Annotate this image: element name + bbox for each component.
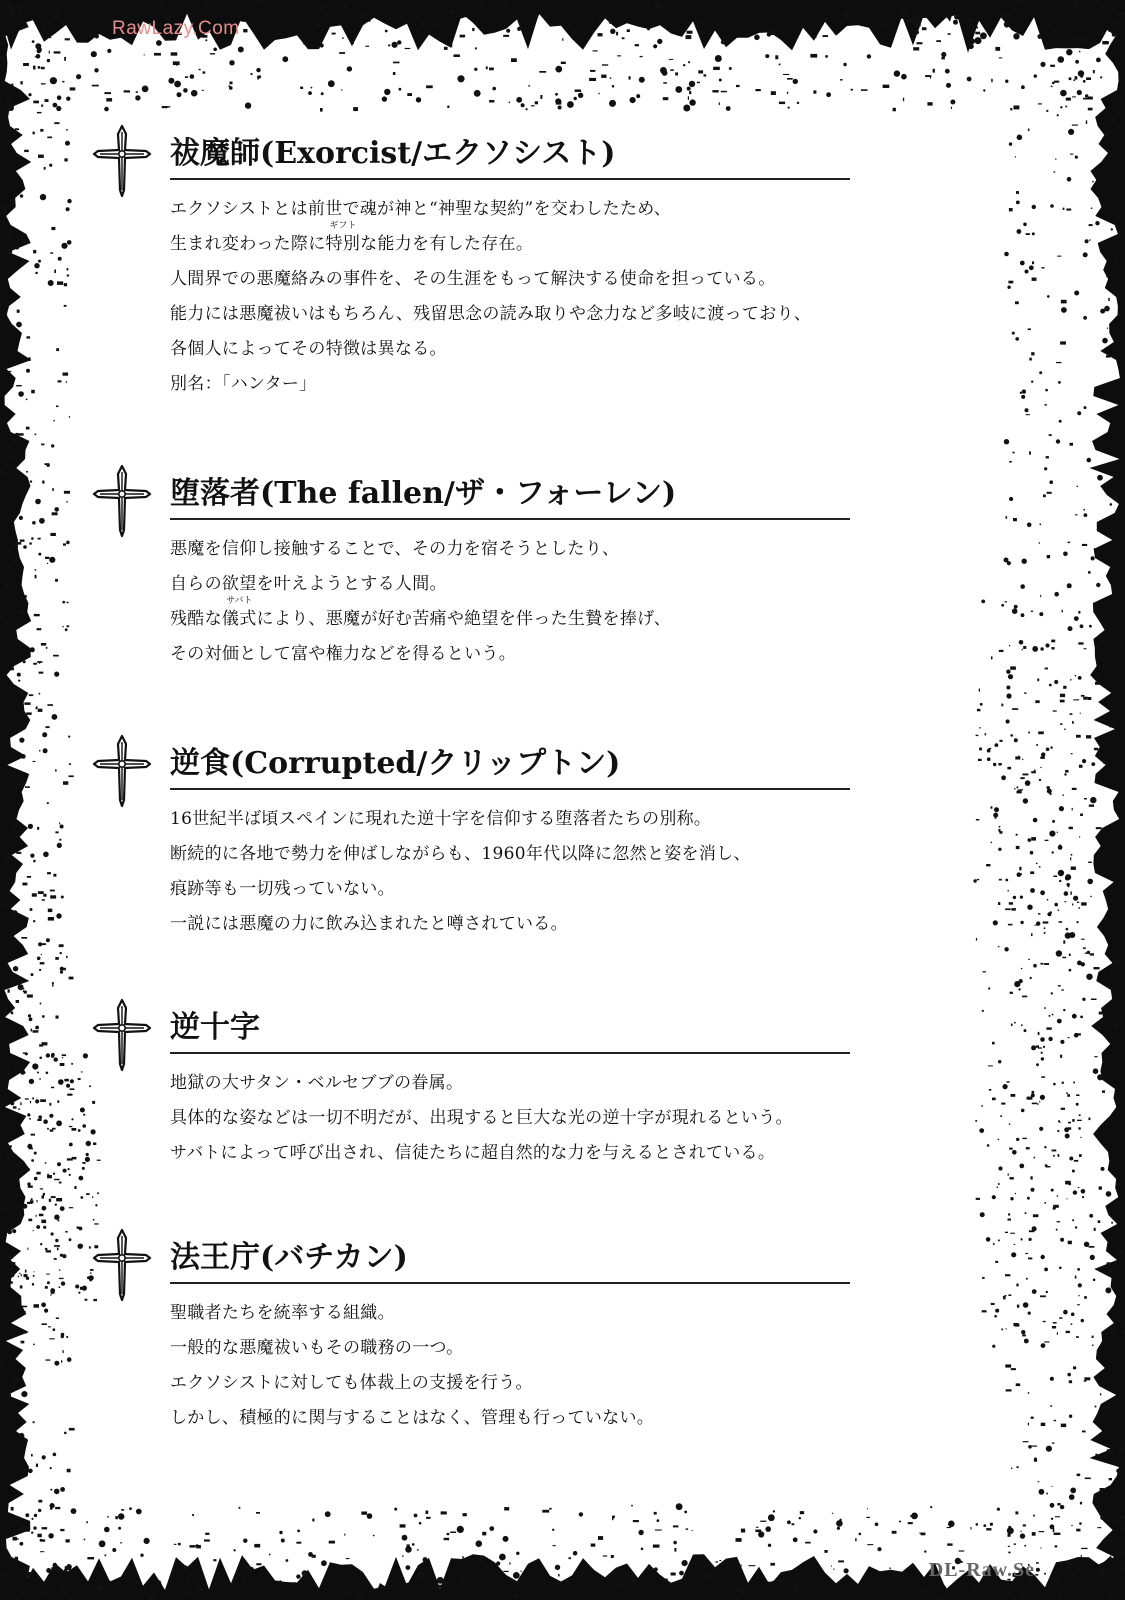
section-title: 堕落者(The fallen/ザ・フォーレン) bbox=[170, 476, 677, 511]
body-line: 別名：「ハンター」 bbox=[170, 374, 317, 394]
body-line: エクソシストとは前世で魂が神と“神聖な契約”を交わしたため、 bbox=[170, 199, 672, 219]
ruby-base: 儀式 bbox=[221, 609, 257, 629]
section-body bbox=[170, 532, 870, 672]
section-title-bar bbox=[170, 1002, 850, 1054]
body-line: しかし、積極的に関与することはなく、管理も行っていない。 bbox=[170, 1408, 655, 1428]
section-title: 逆十字 bbox=[170, 1010, 260, 1045]
body-line: 悪魔を信仰し接触することで、その力を宿そうとしたり、 bbox=[170, 539, 620, 559]
body-line: 一説には悪魔の力に飲み込まれたと噂されている。 bbox=[170, 914, 568, 934]
section-title-bar bbox=[170, 738, 850, 790]
cross-icon bbox=[92, 1228, 152, 1302]
section-corrupted bbox=[92, 738, 852, 942]
body-line-with-ruby bbox=[170, 221, 870, 262]
section-title-bar bbox=[170, 1232, 850, 1284]
body-line: 16世紀半ば頃スペインに現れた逆十字を信仰する堕落者たちの別称。 bbox=[170, 809, 712, 829]
ruby-reading: サバト bbox=[226, 596, 253, 606]
section-body bbox=[170, 802, 870, 942]
text-segment: により、悪魔が好む苦痛や絶望を伴った生贄を捧げ、 bbox=[256, 609, 672, 629]
ruby-word bbox=[221, 596, 257, 629]
body-line: サバトによって呼び出され、信徒たちに超自然的な力を与えるとされている。 bbox=[170, 1143, 776, 1163]
watermark: RawLazy.Com bbox=[112, 18, 240, 39]
cross-icon bbox=[92, 998, 152, 1072]
body-line: 能力には悪魔祓いはもちろん、残留思念の読み取りや念力など多岐に渡っており、 bbox=[170, 304, 812, 324]
body-line: 一般的な悪魔祓いもその職務の一つ。 bbox=[170, 1338, 464, 1358]
body-line: 自らの欲望を叶えようとする人間。 bbox=[170, 574, 447, 594]
body-line: 人間界での悪魔絡みの事件を、その生涯をもって解決する使命を担っている。 bbox=[170, 269, 776, 289]
text-segment: 生まれ変わった際に bbox=[170, 234, 326, 254]
section-the-fallen bbox=[92, 468, 852, 672]
cross-icon bbox=[92, 124, 152, 198]
ruby-reading: ギフト bbox=[329, 221, 357, 231]
section-title: 逆食(Corrupted/クリップトン) bbox=[170, 746, 621, 781]
section-vatican bbox=[92, 1232, 852, 1436]
section-title-bar bbox=[170, 128, 850, 180]
body-line: 各個人によってその特徴は異なる。 bbox=[170, 339, 447, 359]
section-exorcist bbox=[92, 128, 852, 402]
section-inverted-cross bbox=[92, 1002, 852, 1171]
section-title-bar bbox=[170, 468, 850, 520]
body-line: 聖職者たちを統率する組織。 bbox=[170, 1303, 395, 1323]
body-line: 痕跡等も一切残っていない。 bbox=[170, 879, 395, 899]
text-segment: な能力を有した存在。 bbox=[360, 234, 534, 254]
body-line: エクソシストに対しても体裁上の支援を行う。 bbox=[170, 1373, 533, 1393]
body-line: 具体的な姿などは一切不明だが、出現すると巨大な光の逆十字が現れるという。 bbox=[170, 1108, 793, 1128]
section-body bbox=[170, 192, 870, 402]
body-line-with-ruby bbox=[170, 596, 870, 637]
body-line: その対価として富や権力などを得るという。 bbox=[170, 644, 516, 664]
cross-icon bbox=[92, 734, 152, 808]
ruby-word bbox=[325, 221, 361, 254]
ruby-base: 特別 bbox=[325, 234, 361, 254]
cross-icon bbox=[92, 464, 152, 538]
section-title: 祓魔師(Exorcist/エクソシスト) bbox=[170, 136, 616, 171]
section-body bbox=[170, 1066, 870, 1171]
section-body bbox=[170, 1296, 870, 1436]
corner-mark: DL-Raw.Se bbox=[928, 1559, 1035, 1581]
body-line: 断続的に各地で勢力を伸ばしながらも、1960年代以降に忽然と姿を消し、 bbox=[170, 844, 751, 864]
section-title: 法王庁(バチカン) bbox=[170, 1240, 408, 1275]
body-line: 地獄の大サタン・ベルセブブの眷属。 bbox=[170, 1073, 464, 1093]
text-segment: 残酷な bbox=[170, 609, 222, 629]
